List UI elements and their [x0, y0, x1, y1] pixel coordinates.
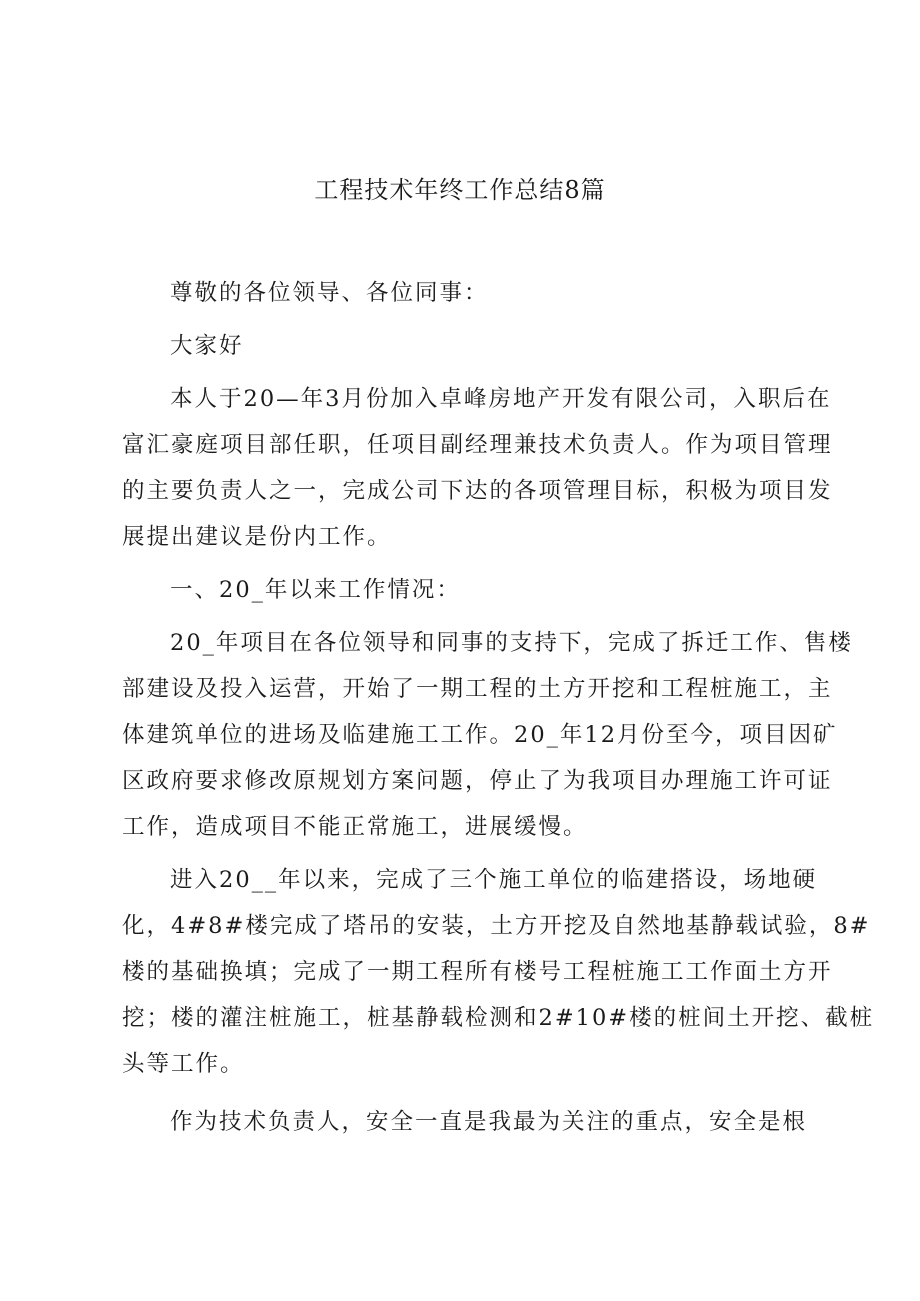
paragraph-line: 工作，造成项目不能正常施工，进展缓慢。: [122, 814, 588, 840]
document-title: 工程技术年终工作总结8篇: [314, 176, 606, 204]
paragraph-line: 体建筑单位的进场及临建施工工作。20_年12月份至今，项目因矿: [122, 722, 838, 748]
paragraph-line: 大家好: [170, 333, 244, 359]
paragraph-line: 化，4#8#楼完成了塔吊的安装，土方开挖及自然地基静载试验，8#: [122, 913, 871, 939]
paragraph-line: 头等工作。: [122, 1051, 245, 1077]
paragraph-greeting: [122, 270, 822, 316]
paragraph-line: 富汇豪庭项目部任职，任项目副经理兼技术负责人。作为项目管理: [122, 432, 833, 458]
paragraph-line: 本人于20—年3月份加入卓峰房地产开发有限公司，入职后在: [170, 386, 832, 412]
paragraph-line: 尊敬的各位领导、各位同事：: [170, 280, 489, 306]
paragraph-line: 楼的基础换填；完成了一期工程所有楼号工程桩施工工作面土方开: [122, 959, 833, 985]
paragraph-hello: [122, 323, 822, 369]
paragraph-line: 的主要负责人之一，完成公司下达的各项管理目标，积极为项目发: [122, 478, 833, 504]
paragraph-work-progress: [122, 620, 853, 850]
paragraph-line: 展提出建议是份内工作。: [122, 524, 392, 550]
paragraph-safety: [122, 1099, 822, 1145]
paragraph-line: 挖；楼的灌注桩施工，桩基静载检测和2#10#楼的桩间土开挖、截桩: [122, 1005, 875, 1031]
paragraph-line: 20_年项目在各位领导和同事的支持下，完成了拆迁工作、售楼: [170, 630, 853, 656]
paragraph-line: 一、20_年以来工作情况：: [170, 577, 461, 603]
document-body: [122, 270, 875, 1145]
paragraph-intro: [122, 376, 833, 560]
paragraph-line: 区政府要求修改原规划方案问题，停止了为我项目办理施工许可证: [122, 768, 833, 794]
section-heading: [122, 567, 822, 613]
paragraph-line: 作为技术负责人，安全一直是我最为关注的重点，安全是根: [170, 1109, 808, 1135]
paragraph-line: 进入20__年以来，完成了三个施工单位的临建搭设，场地硬: [170, 867, 818, 893]
paragraph-line: 部建设及投入运营，开始了一期工程的土方开挖和工程桩施工，主: [122, 676, 833, 702]
paragraph-since-year: [122, 857, 875, 1087]
